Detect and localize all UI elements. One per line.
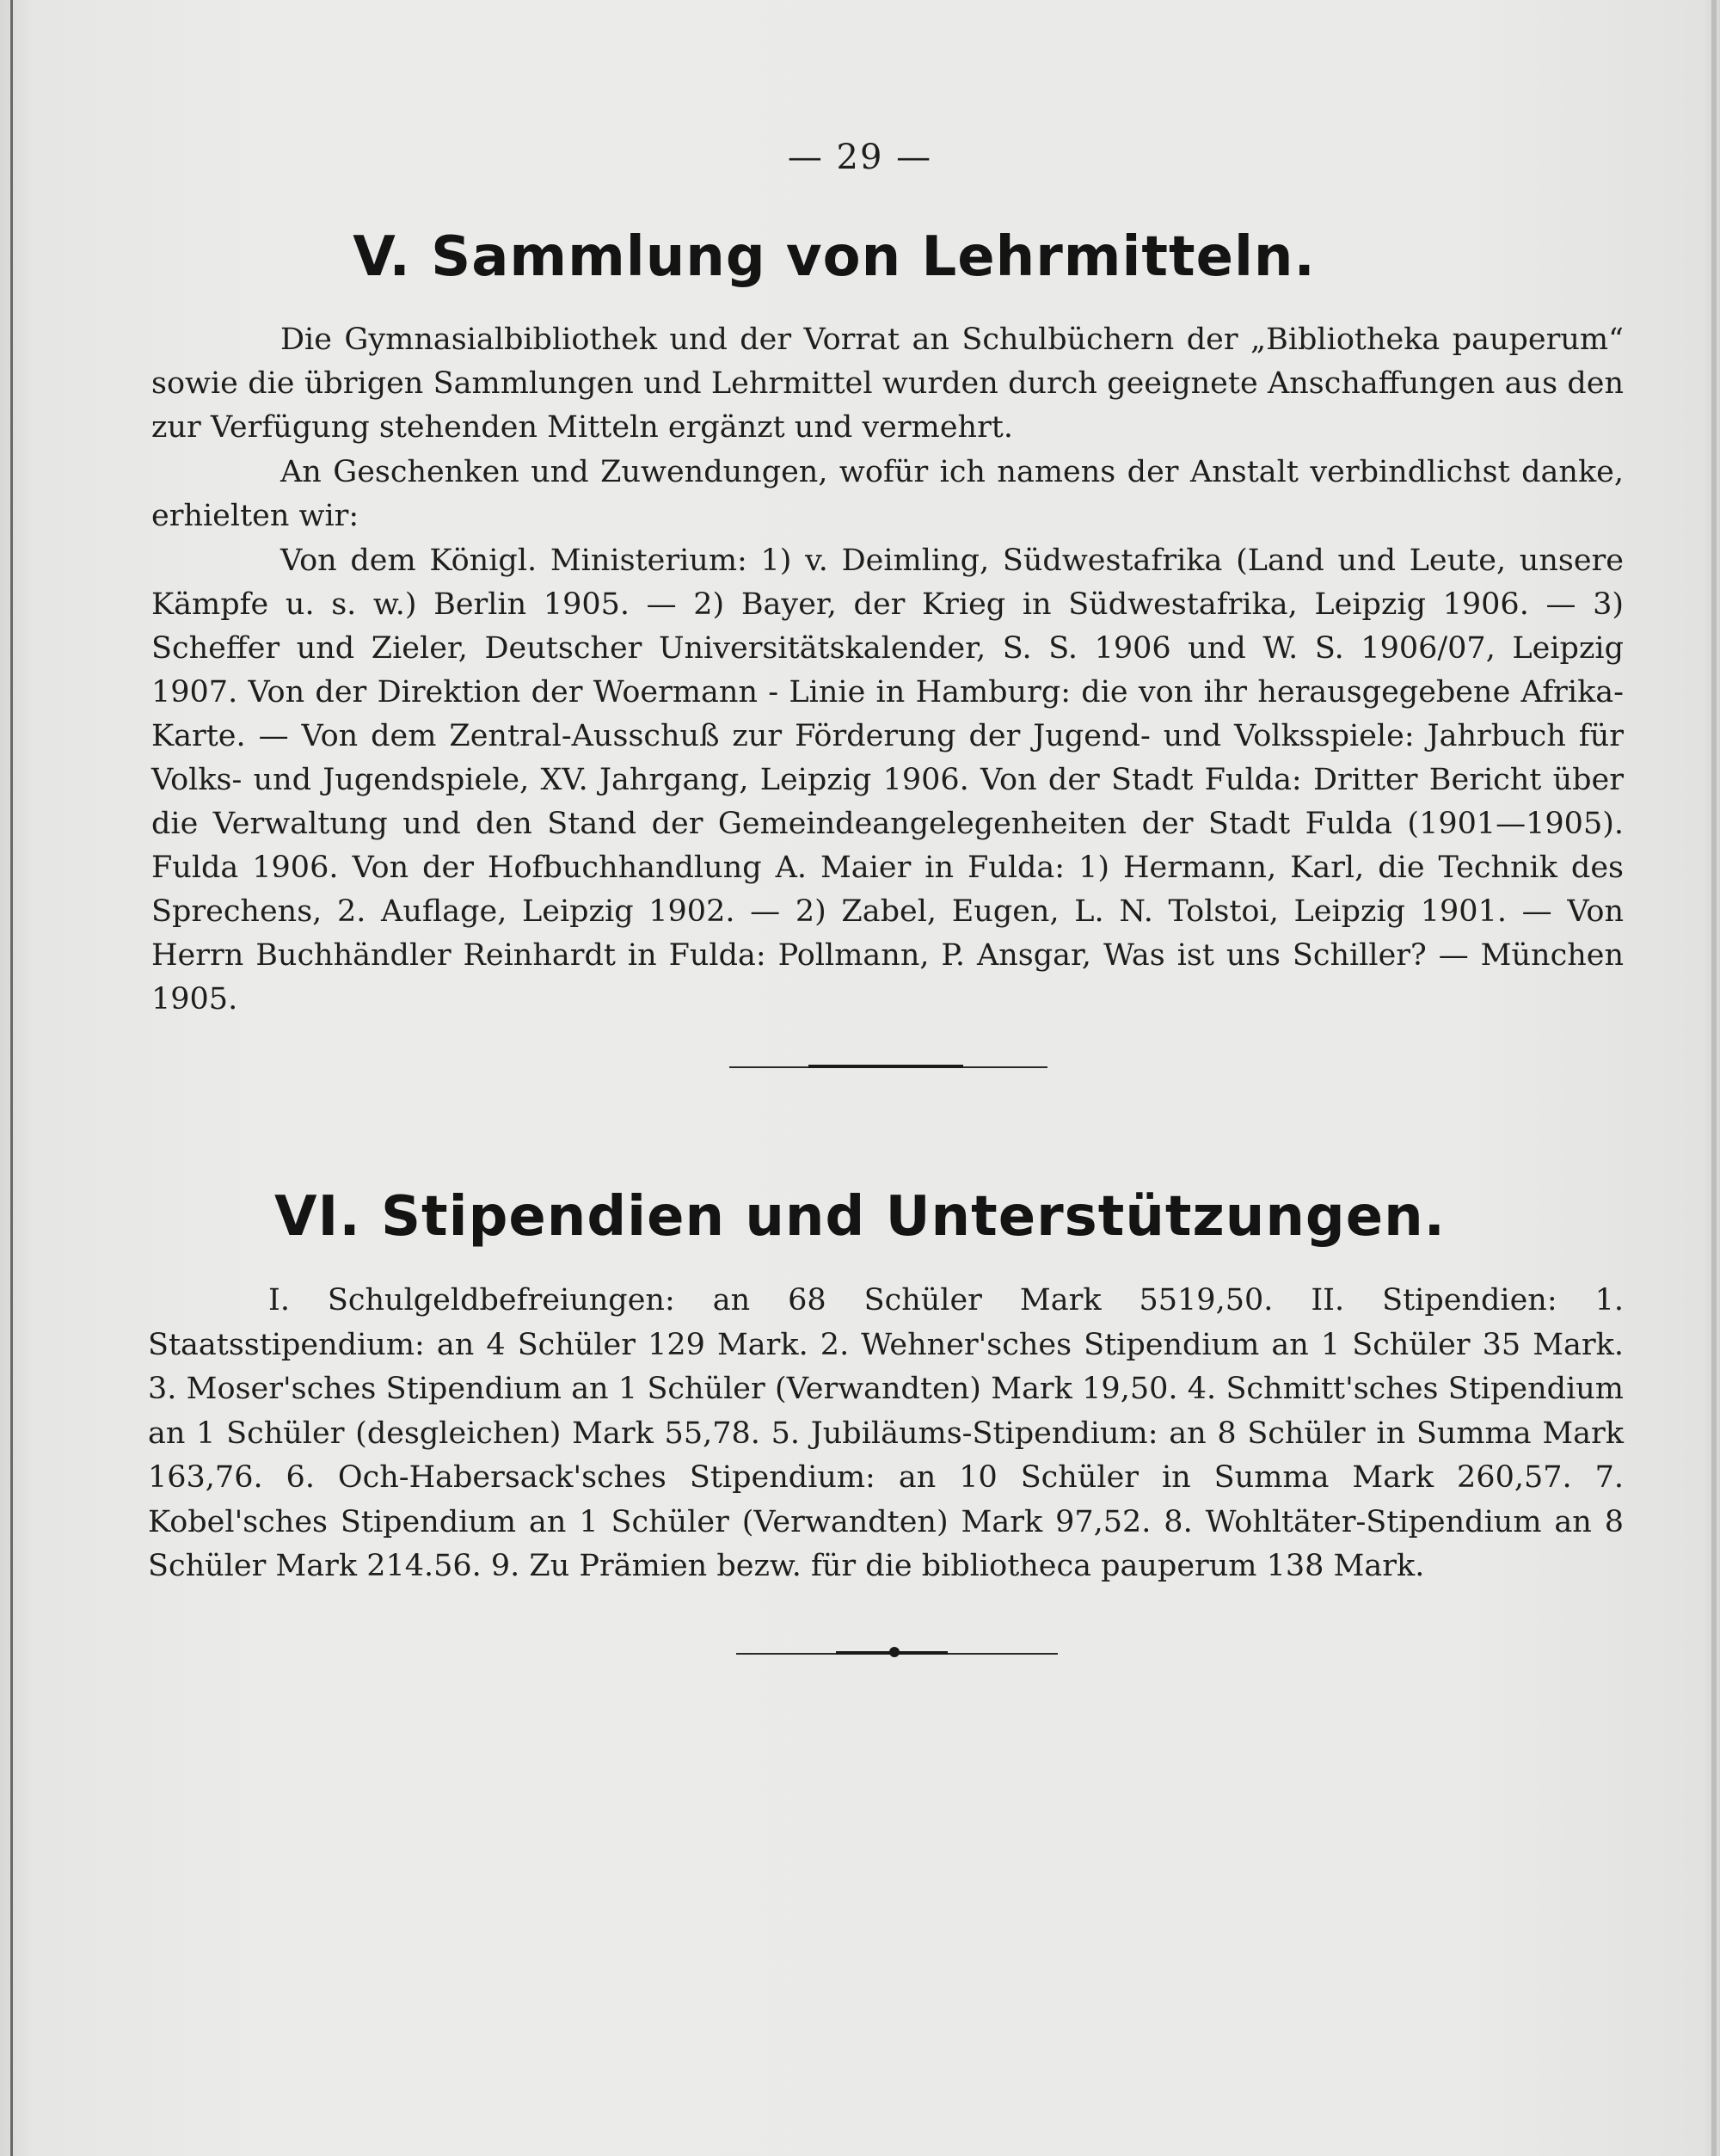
paragraph-gifts-intro: An Geschenken und Zuwendungen, wofür ich namens der Anstalt verbindlichst danke, erhielten wir: (151, 455, 1624, 533)
paragraph-gifts-list: Von dem Königl. Ministerium: 1) v. Deimling, Südwestafrika (Land und Leute, unsere Kämpfe u. s. w.) Berlin 1905. — 2) Bayer, der Krieg in Südwestafrika, Leipzig 1906. — 3) Scheffer und Zieler, Deutscher Universitätskalender, S. S. 1906 und W. S. 1906/07, Leipzig 1907. Von der Direktion der Woermann - Linie in Hamburg: die von ihr herausgegebene Afrika-Karte. — Von dem Zentral-Ausschuß zur Förderung der Jugend- und Volksspiele: Jahrbuch für Volks- und Jugendspiele, XV. Jahrgang, Leipzig 1906. Von der Stadt Fulda: Dritter Bericht über die Verwaltung und den Stand der Gemeindeangelegenheiten der Stadt Fulda (1901—1905). Fulda 1906. Von der Hofbuchhandlung A. Maier in Fulda: 1) Hermann, Karl, die Technik des Sprechens, 2. Auflage, Leipzig 1902. — 2) Zabel, Eugen, L. N. Tolstoi, Leipzig 1901. — Von Herrn Buchhändler Reinhardt in Fulda: Pollmann, P. Ansgar, Was ist uns Schiller? — München 1905. (151, 544, 1624, 1017)
page-number: — 29 — (787, 138, 933, 177)
scan-edge-left (10, 0, 13, 2156)
section-heading-lehrmittel: V. Sammlung von Lehrmitteln. (353, 225, 1316, 289)
section-divider-ornament (808, 1065, 963, 1068)
end-divider-dot (889, 1647, 900, 1657)
paragraph-library: Die Gymnasialbibliothek und der Vorrat an Schulbüchern der „Bibliotheka pauperum“ sowie die übrigen Sammlungen und Lehrmittel wurden durch geeignete Anschaffungen aus den zur Verfügung stehenden Mitteln ergänzt und vermehrt. (151, 322, 1624, 445)
paragraph-stipends: I. Schulgeldbefreiungen: an 68 Schüler Mark 5519,50. II. Stipendien: 1. Staatsstipendium: an 4 Schüler 129 Mark. 2. Wehner'sches Stipendium an 1 Schüler 35 Mark. 3. Moser'sches Stipendium an 1 Schüler (Verwandten) Mark 19,50. 4. Schmitt'sches Stipendium an 1 Schüler (desgleichen) Mark 55,78. 5. Jubiläums-Stipendium: an 8 Schüler in Summa Mark 163,76. 6. Och-Habersack'sches Stipendium: an 10 Schüler in Summa Mark 260,57. 7. Kobel'sches Stipendium an 1 Schüler (Verwandten) Mark 97,52. 8. Wohltäter-Stipendium an 8 Schüler Mark 214.56. 9. Zu Prämien bezw. für die bibliotheca pauperum 138 Mark. (148, 1283, 1624, 1583)
section-heading-stipendien: VI. Stipendien und Unterstützungen. (274, 1185, 1446, 1249)
scan-edge-right (1711, 0, 1717, 2156)
